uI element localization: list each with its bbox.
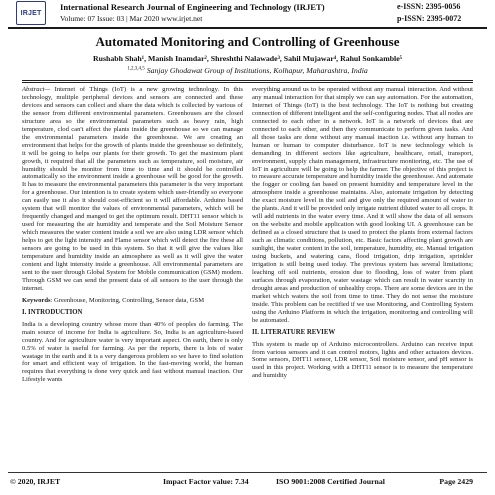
pissn: p-ISSN: 2395-0072 [397,14,462,23]
affiliation [0,66,495,75]
footer-copyright: © 2020, IRJET [10,477,61,486]
abstract-text: Internet of Things (IoT) is a new growing technology. In this technology, multiple peripheral devices and sensors are connected and these devices and sensors can collect and share the data which is collected by various of the sensor from different environmental parameters. Greenhouses are the closed structure area so the environmental parameters such as heavy rain, high temperature, clod can't affect the plants inside the greenhouse so we can manage the environmental parameters inside the greenhouse. We are creating an environment that helps for the growth of plants inside the greenhouse so definitely, it will be going to helps our plants for their growth. To get the maximum plant growth, it required that all the parameters such as temperature, soil moisture, air humidity should be monitor from time to time and it should be controlled automatically so the environment inside a greenhouse will be good for the growth. It has to measure the environmental parameters this parameter is the very important for a greenhouse. Our intention is to create system which user-friendly so everyone can easily use it also it should cost-efficient so it will affordable. Arduino based system that will monitor the values of environmental parameters, which will be frequently changed and manged to get the optimum result. DHT11 sensor which is used for measuring the air humidity and temperate and the Soil Moisture Sensor which measures the water content inside a soil we are also using LDR sensor which helps to get the light intensity and Flame sensor which will detect the fire these all sensors are going to be used in this system. So that it will give the values like temperature and humidity inside an atmosphere as well as it will give the water content and light intensity inside a greenhouse. All environmental parameters are sent to the user through Global System for Mobile communication (GSM) modem. Through GSM we can send the present data of all sensors to the user through the internet. [22,86,243,292]
footer-page-number: Page 2429 [439,477,473,486]
affiliation-text: Sanjay Ghodawat Group of Institutions, Kolhapur, Maharashtra, India [146,66,368,75]
literature-review-text: This system is made up of Arduino microcontrollers. Arduino can receive input from various sensors and it can control motors, lights and other actuators devices. Some sensors, DHT11 sensor, LDR sensor, Soil moisture sensor, and pH sensor is used in this project. Working with a DHT11 sensor is to measure the temperature and humidity [252,340,473,380]
keywords-text: : Greenhouse, Monitoring, Controlling, Sensor data, GSM [50,296,205,304]
footer-impact-factor: Impact Factor value: 7.34 [163,477,249,486]
journal-name: International Research Journal of Engineering and Technology (IRJET) [60,2,325,12]
abstract [22,86,243,293]
title-divider [22,80,473,81]
abstract-label: Abstract— [22,86,51,93]
title-divider-second [22,82,473,83]
introduction-text: India is a developing country whose more than 40% of peoples do farming. The main source of income for India is agriculture. So, India is an agriculture-based country. And for agriculture water is very important aspect. On earth, there is only 0.5% of water is useful for farming. As per the reports, there is lots of water wastage in the earth and it is a very dangerous problem so we have to find solution for smart and efficient way of irrigation. In the fast-moving world, the human requires that everything is done very quick and fast without manual inaction. Our Lifestyle wants [22,320,243,384]
author-list: Rushabh Shah¹, Manish Inamdar², Shreshthi Nalawade³, Sahil Mujawar⁴, Rahul Sonkamble⁵ [93,54,402,63]
irjet-logo [16,1,46,25]
section-heading-introduction: I. INTRODUCTION [22,308,83,316]
left-column [22,86,243,388]
keywords-label: Keywords [22,296,51,304]
introduction-continued: everything around us to be operated without any manual interaction. And without any manual interaction for that simply we can say automation. For the automation, Internet of Things (IoT) is the best technology. The IoT is nothing but creating connection of different intelligent and the self-configuring nodes. That all nodes are connected to each other in a network. IoT is a network of devices that are connected to each other, and then they communicate to perform given tasks. And all those tasks are done without any manual inaction i.e. without any human to human or human to computer disturbance. IoT is new technology which is demanding in different sectors like agriculture, healthcare, retail, transport, environment, supply chain management, infrastructure monitoring, etc. The use of IoT in agriculture will be going to help the farmer. The objective of this project is to measure accurate temperature and humidity inside the greenhouse. And automate the fogger or cooling fan based on present humidity and temperature level in the atmosphere inside a greenhouse maintains. Also, automate irrigation by detecting the exact moisture level in the soil and give only the required amount of water to the plants. And it will be provided only irrigate nutrient diluted water to all crops. It will add nutrients in the water every time. And it will show the data of all sensors on the website and mobile application with good looking UI. A greenhouse can be defined as a closed structure that is used to protect the plants from external factors such as climatic conditions, pollution, etc. Basic factors affecting plant growth are sunlight, the water content in the soil, temperature, humidity, etc. Manual irrigation using buckets, and watering cans, flood irrigation, drip irrigation, sprinkler irrigation is still being used today. The previous system has several limitations; leaching off soil nutrients, erosion due to flooding, loss of water from plant surfaces through evaporation, water wastage which can result in water scarcity in drought areas and production of unhealthy crops. There are some devices are in the market which waters the soil from time to time. They do not sense the moisture inside. This problem can be rectified if we use Monitoring, and Controlling System using the Arduino Platform in which the irrigation, monitoring and controlling will be automated. [252,86,473,324]
eissn: e-ISSN: 2395-0056 [397,2,461,11]
affiliation-superscript: 1,2,3,4,5 [127,66,145,72]
journal-header [0,0,495,29]
paper-title: Automated Monitoring and Controlling of Greenhouse [95,34,400,49]
right-column [252,86,473,384]
section-heading-literature-review: II. LITERATURE REVIEW [252,328,336,336]
header-divider [8,27,487,29]
logo-text: IRJET [20,9,42,17]
footer-iso: ISO 9001:2008 Certified Journal [276,477,385,486]
journal-meta: Volume: 07 Issue: 03 | Mar 2020 www.irjet.net [60,14,203,23]
footer-divider [8,472,487,473]
keywords [22,297,243,305]
page-footer [8,476,487,490]
